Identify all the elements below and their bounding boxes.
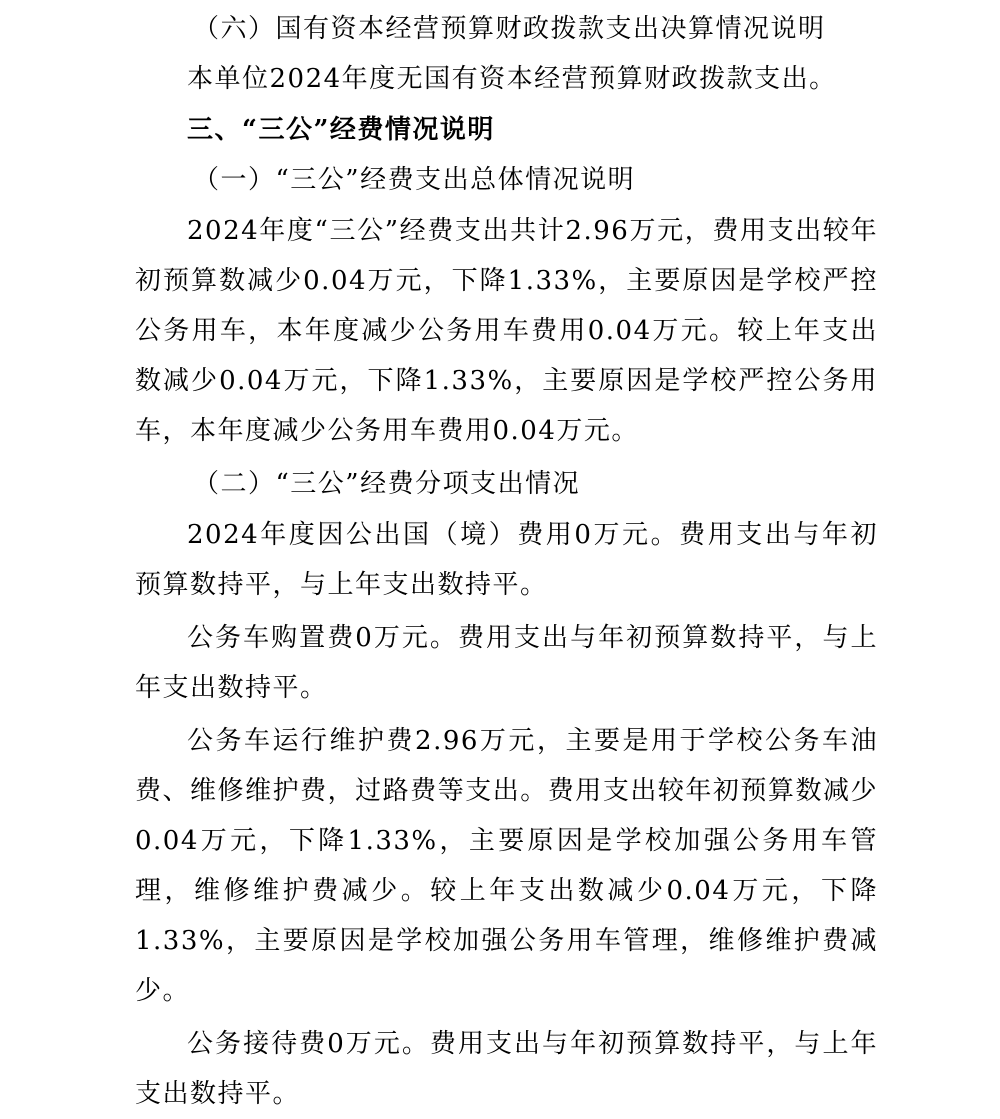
paragraph-reception-expense: 公务接待费0万元。费用支出与年初预算数持平，与上年支出数持平。 xyxy=(135,1029,878,1109)
section-6-heading: （六）国有资本经营预算财政拨款支出决算情况说明 xyxy=(193,14,826,44)
subsection-1-body: 2024年度“三公”经费支出共计2.96万元，费用支出较年初预算数减少0.04万元，下降1.33%，主要原因是学校严控公务用车，本年度减少公务用车费用0.04万元。较上年支出数减少0.04万元，下降1.33%，主要原因是学校严控公务用车，本年度减少公务用车费用0.04万元。 xyxy=(135,216,878,446)
section-3-heading: 三、“三公”经费情况说明 xyxy=(187,115,495,145)
paragraph-abroad-expense: 2024年度因公出国（境）费用0万元。费用支出与年初预算数持平，与上年支出数持平。 xyxy=(135,520,878,600)
section-6-body: 本单位2024年度无国有资本经营预算财政拨款支出。 xyxy=(187,64,837,94)
subsection-1-heading: （一）“三公”经费支出总体情况说明 xyxy=(193,165,636,195)
subsection-2-heading: （二）“三公”经费分项支出情况 xyxy=(193,469,581,499)
paragraph-vehicle-purchase: 公务车购置费0万元。费用支出与年初预算数持平，与上年支出数持平。 xyxy=(135,623,878,703)
paragraph-vehicle-operation: 公务车运行维护费2.96万元，主要是用于学校公务车油费、维修维护费，过路费等支出。费用支出较年初预算数减少0.04万元，下降1.33%，主要原因是学校加强公务用车管理，维修维护费减少。较上年支出数减少0.04万元，下降1.33%，主要原因是学校加强公务用车管理，维修维护费减少。 xyxy=(135,726,878,1006)
